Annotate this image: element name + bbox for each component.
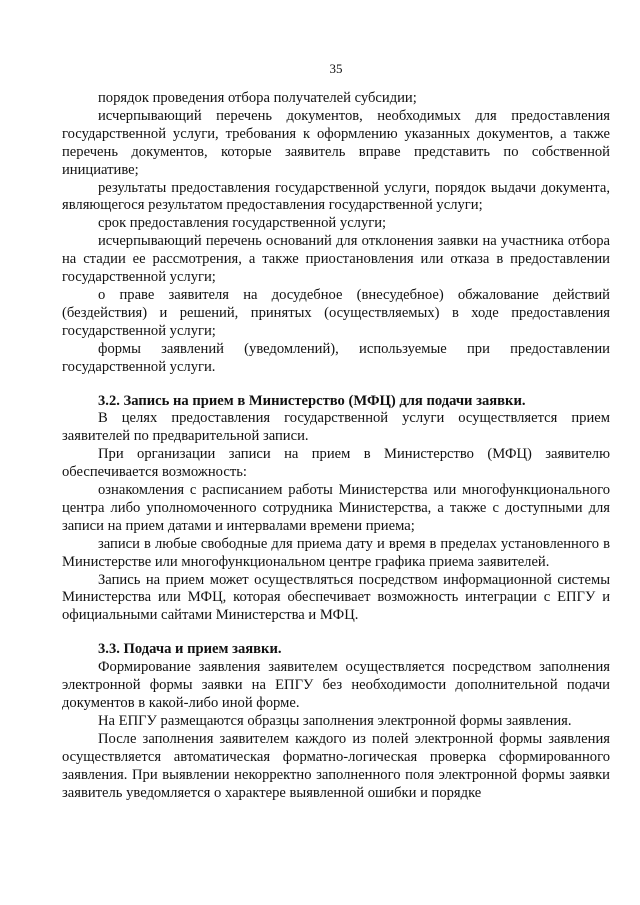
section-heading: 3.3. Подача и прием заявки. [98,641,282,658]
paragraph: исчерпывающий перечень оснований для отклонения заявки на участника отбора на стадии ее рассмотрения, а также приостановления или отказа в предоставлении государственной услуги; [62,233,610,286]
paragraph: исчерпывающий перечень документов, необходимых для предоставления государственной услуги, требования к оформлению указанных документов, а также перечень документов, которые заявитель вправе представить по собственной инициативе; [62,107,610,178]
paragraph: срок предоставления государственной услуги; [98,215,387,232]
paragraph: Формирование заявления заявителем осуществляется посредством заполнения электронной формы заявки на ЕПГУ без необходимости дополнительной подачи документов в какой-либо иной форме. [62,659,610,711]
section-gap [62,625,610,641]
paragraph: После заполнения заявителем каждого из полей электронной формы заявления осуществляется автоматическая форматно-логическая проверка сформированного заявления. При выявлении некорректно заполненного поля электронной формы заявки заявитель уведомляется о характере выявленной ошибки и порядке [62,730,610,801]
page-number: 35 [329,61,343,76]
paragraph: результаты предоставления государственной услуги, порядок выдачи документа, являющегося результатом предоставления государственной услуги; [62,179,610,214]
paragraph: Запись на прием может осуществляться посредством информационной системы Министерства или МФЦ, которая обеспечивает возможность интеграции с ЕПГУ и официальными сайтами Министерства и МФЦ. [62,571,610,624]
paragraph: порядок проведения отбора получателей субсидии; [98,90,417,106]
paragraph: В целях предоставления государственной услуги осуществляется прием заявителей по предварительной записи. [62,410,610,445]
paragraph: формы заявлений (уведомлений), используемые при предоставлении государственной услуги. [62,340,610,375]
paragraph: о праве заявителя на досудебное (внесудебное) обжалование действий (бездействия) и решений, принятых (осуществляемых) в ходе предоставления государственной услуги; [62,286,610,339]
paragraph: При организации записи на прием в Министерство (МФЦ) заявителю обеспечивается возможность: [62,446,610,481]
section-heading: 3.2. Запись на прием в Министерство (МФЦ) для подачи заявки. [98,392,526,409]
paragraph: записи в любые свободные для приема дату и время в пределах установленного в Министерстве или многофункциональном центре графика приема заявителей. [62,535,610,570]
paragraph: На ЕПГУ размещаются образцы заполнения электронной формы заявления. [98,712,572,729]
document-body [62,90,610,802]
section-gap [62,377,610,393]
paragraph: ознакомления с расписанием работы Министерства или многофункционального центра либо уполномоченного сотрудника Министерства, а также с доступными для записи на прием датами и интервалами времени приема; [62,482,610,534]
document-page [62,0,610,905]
